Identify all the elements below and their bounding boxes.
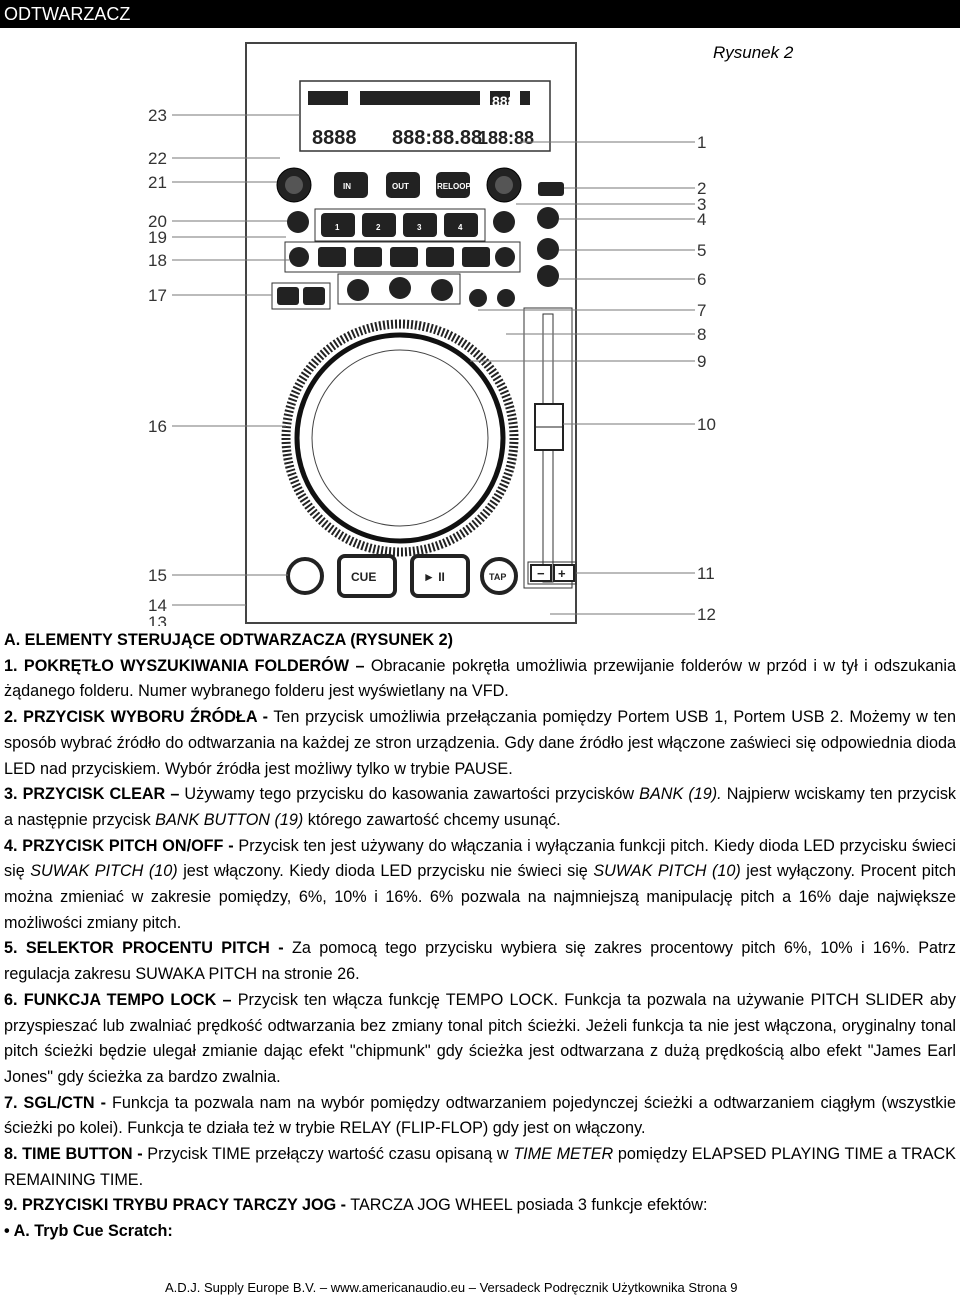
callout-4: 4 bbox=[697, 210, 707, 229]
callout-22: 22 bbox=[148, 149, 167, 168]
device-diagram bbox=[140, 36, 740, 626]
svg-text:+: + bbox=[558, 566, 566, 581]
page-footer: A.D.J. Supply Europe B.V. – www.americanaudio.eu – Versadeck Podręcznik Użytkownika Strona 9 bbox=[165, 1280, 738, 1295]
bank-button bbox=[287, 211, 309, 233]
page-header-title: ODTWARZACZ bbox=[0, 0, 960, 28]
vfd-digits-time: 888:88.88 bbox=[392, 127, 483, 149]
item-4: 4. PRZYCISK PITCH ON/OFF - Przycisk ten jest używany do włączania i wyłączania funkcji pitch. Kiedy dioda LED przycisku świeci się SUWAK PITCH (10) jest włączony. Kiedy dioda LED przycisku nie świeci się SUWAK PITCH (10) jest wyłączony. Procent pitch można zmieniać w zakresie pomiędzy, 6%, 10% i 16%. 6% pozwala na najmniejszą manipulację pitch a 16% daje największe możliwości zmiany pitch. bbox=[4, 836, 956, 932]
item-8: 8. TIME BUTTON - Przycisk TIME przełączy wartość czasu opisaną w TIME METER pomiędzy ELAPSED PLAYING TIME a TRACK REMAINING TIME. bbox=[4, 1145, 956, 1189]
callout-19: 19 bbox=[148, 228, 167, 247]
cue-button-label: CUE bbox=[351, 570, 377, 584]
vfd-digits-pitch: 888 bbox=[492, 93, 516, 109]
effect-x-button bbox=[289, 247, 309, 267]
tap-button-label: TAP bbox=[489, 572, 507, 582]
item-7: 7. SGL/CTN - Funkcja ta pozwala nam na wybór pomiędzy odtwarzaniem pojedynczej ścieżki a odtwarzaniem ciągłym (wszystkie ścieżki po kolei). Funkcja te działa też w trybie RELAY (FLIP-FLOP) gdy jest on włączony. bbox=[4, 1093, 956, 1138]
search-rewind-button bbox=[277, 287, 299, 305]
manual-text bbox=[4, 628, 956, 1245]
callout-15: 15 bbox=[148, 566, 167, 585]
cue-loop-button bbox=[288, 559, 322, 593]
effect-button-5 bbox=[462, 247, 490, 267]
sgl-ctn-button bbox=[469, 289, 487, 307]
svg-text:−: − bbox=[537, 566, 545, 581]
vfd-digits-main: 8888 bbox=[312, 127, 357, 149]
callout-10: 10 bbox=[697, 415, 716, 434]
search-forward-button bbox=[303, 287, 325, 305]
callout-1: 1 bbox=[697, 133, 707, 152]
svg-text:3: 3 bbox=[417, 223, 422, 232]
clear-button bbox=[493, 211, 515, 233]
svg-text:1: 1 bbox=[335, 223, 340, 232]
callout-7: 7 bbox=[697, 301, 707, 320]
item-6: 6. FUNKCJA TEMPO LOCK – Przycisk ten włącza funkcję TEMPO LOCK. Funkcja ta pozwala na używanie PITCH SLIDER aby przyspieszać lub zwalniać prędkość odtwarzania bez zmiany tonal pitch ścieżki. Jeżeli funkcja ta nie jest włączona, oryginalny tonal pitch ścieżki będzie ulegał zmianie dając efekt "chipmunk" gdy ścieżka jest odtwarzana z dużą prędkością albo efekt "James Earl Jones" gdy ścieżka za bardzo zwalnia. bbox=[4, 990, 956, 1086]
callout-9: 9 bbox=[697, 352, 707, 371]
figure-caption: Rysunek 2 bbox=[713, 43, 794, 62]
callout-12: 12 bbox=[697, 605, 716, 624]
jog-wheel-plate bbox=[312, 350, 488, 526]
callout-8: 8 bbox=[697, 325, 707, 344]
callout-13: 13 bbox=[148, 613, 167, 626]
effect-button-1 bbox=[318, 247, 346, 267]
effect-y-button bbox=[495, 247, 515, 267]
jog-mode-scratch bbox=[347, 279, 369, 301]
callout-20: 20 bbox=[148, 212, 167, 231]
callout-18: 18 bbox=[148, 251, 167, 270]
section-heading: A. ELEMENTY STERUJĄCE ODTWARZACZA (RYSUNEK 2) bbox=[4, 631, 454, 649]
jog-mode-pitch bbox=[431, 279, 453, 301]
effect-button-3 bbox=[390, 247, 418, 267]
callout-14: 14 bbox=[148, 596, 167, 615]
callout-21: 21 bbox=[148, 173, 167, 192]
svg-text:2: 2 bbox=[376, 223, 381, 232]
jog-mode-vinyl bbox=[389, 277, 411, 299]
callout-6: 6 bbox=[697, 270, 707, 289]
item-5: 5. SELEKTOR PROCENTU PITCH - Za pomocą tego przycisku wybiera się zakres procentowy pitch 6%, 10% i 16%. Patrz regulacja zakresu SUWAKA PITCH na stronie 26. bbox=[4, 939, 956, 984]
item-9: 9. PRZYCISKI TRYBU PRACY TARCZY JOG - TARCZA JOG WHEEL posiada 3 funkcje efektów: bbox=[4, 1196, 708, 1215]
callout-2: 2 bbox=[697, 179, 707, 198]
callout-3: 3 bbox=[697, 195, 707, 214]
item-9a: • A. Tryb Cue Scratch: bbox=[4, 1222, 173, 1241]
callout-23: 23 bbox=[148, 106, 167, 125]
pitch-on-off-button bbox=[537, 207, 559, 229]
time-button bbox=[497, 289, 515, 307]
vfd-digits-bpm: 188:88 bbox=[478, 128, 535, 148]
reloop-button-label: RELOOP bbox=[437, 182, 471, 191]
svg-text:4: 4 bbox=[458, 223, 463, 232]
pitch-percent-button bbox=[537, 238, 559, 260]
callout-17: 17 bbox=[148, 286, 167, 305]
in-button bbox=[334, 172, 368, 198]
tempo-lock-button bbox=[537, 265, 559, 287]
item-3: 3. PRZYCISK CLEAR – Używamy tego przycisku do kasowania zawartości przycisków BANK (19). Najpierw wciskamy ten przycisk a następnie przycisk BANK BUTTON (19) którego zawartość chcemy usunąć. bbox=[4, 785, 957, 829]
source-button bbox=[538, 182, 564, 196]
play-pause-button-label: ► II bbox=[423, 570, 445, 584]
callout-16: 16 bbox=[148, 417, 167, 436]
out-button-label: OUT bbox=[392, 182, 409, 191]
effect-button-4 bbox=[426, 247, 454, 267]
callout-5: 5 bbox=[697, 241, 707, 260]
item-1: 1. POKRĘTŁO WYSZUKIWANIA FOLDERÓW – Obracanie pokrętła umożliwia przewijanie folderów w przód i w tył i odszukania żądanego folderu. Numer wybranego folderu jest wyświetlany na VFD. bbox=[4, 656, 956, 701]
item-2: 2. PRZYCISK WYBORU ŹRÓDŁA - Ten przycisk umożliwia przełączania pomiędzy Portem USB 1, Portem USB 2. Możemy w ten sposób wybrać źródło do odtwarzania na każdej ze stron urządzenia. Gdy dane źródło jest włączone zaświeci się odpowiednia dioda LED nad przyciskiem. Wybór źródła jest możliwy tylko w trybie PAUSE. bbox=[4, 708, 956, 778]
in-button-label: IN bbox=[343, 182, 351, 191]
effect-button-2 bbox=[354, 247, 382, 267]
callout-11: 11 bbox=[697, 564, 715, 583]
